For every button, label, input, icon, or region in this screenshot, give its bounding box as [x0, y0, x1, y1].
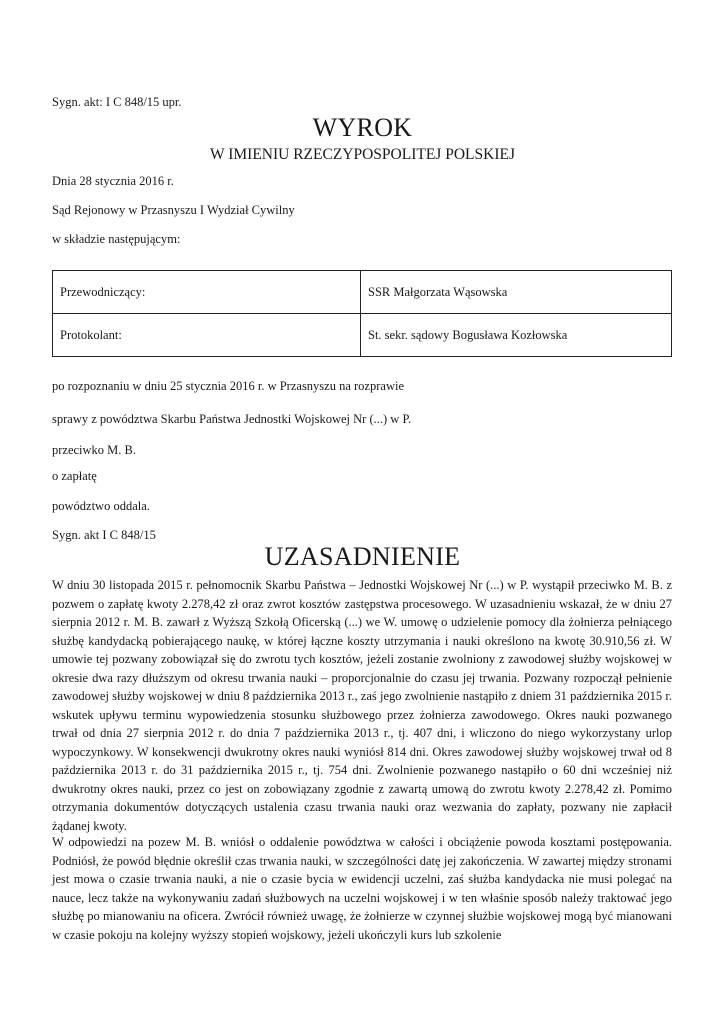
justification-paragraph-1: W dniu 30 listopada 2015 r. pełnomocnik Skarbu Państwa – Jednostki Wojskowej Nr (...) w P. wystąpił przeciwko M. B. z pozwem o zapłatę kwoty 2.278,42 zł oraz zwrot kosztów zastępstwa procesowego. W uzasadnieniu wskazał, że w dniu 27 sierpnia 2012 r. M. B. zawarł z Wyższą Szkołą Oficerską (...) we W. umowę o udzielenie pomocy dla żołnierza pełniącego służbę kandydacką pobierającego naukę, w której łączne koszty utrzymania i nauki określono na kwotę 30.910,56 zł. W umowie tej pozwany zobowiązał się do zwrotu tych kosztów, jeżeli zostanie zwolniony z zawodowej służby wojskowej w okresie dwa razy dłuższym od okresu trwania nauki – proporcjonalnie do czasu jej trwania. Pozwany rozpoczął pełnienie zawodowej służby wojskowej w dniu 8 października 2013 r., zaś jego zwolnienie nastąpiło z dniem 31 października 2015 r. wskutek upływu terminu wypowiedzenia stosunku służbowego przez żołnierza zawodowego. Okres nauki pozwanego trwał od dnia 27 sierpnia 2012 r. do dnia 7 października 2013 r., tj. 407 dni, i wliczono do niego wykorzystany urlop wypoczynkowy. W konsekwencji dwukrotny okres nauki wyniósł 814 dni. Okres zawodowej służby wojskowej trwał od 8 października 2013 r. do 31 października 2015 r., tj. 754 dni. Zwolnienie pozwanego nastąpiło o 60 dni wcześniej niż dwukrotny okres nauki, przez co jest on zobowiązany zgodnie z zawartą umową do zwrotu kwoty 2.278,42 zł. Pomimo otrzymania dokumentów dotyczących ustalenia czasu trwania nauki oraz wezwania do zapłaty, pozwany nie zapłacił żądanej kwoty. — [52, 578, 672, 833]
ruling-subject-line: o zapłatę — [52, 469, 97, 483]
composition-label: w składzie następującym: — [52, 232, 181, 246]
ruling-hearing-line: po rozpoznaniu w dniu 25 stycznia 2016 r. w Przasnyszu na rozprawie — [52, 379, 404, 393]
case-signature-top: Sygn. akt: I C 848/15 upr. — [52, 95, 182, 109]
justification-paragraph-2: W odpowiedzi na pozew M. B. wniósł o oddalenie powództwa w całości i obciążenie powoda kosztami postępowania. Podniósł, że powód błędnie określił czas trwania nauki, w szczególności datę jej zakończenia. W zawartej między stronami jest mowa o czasie trwania nauki, a nie o czasie bycia w ewidencji uczelni, zaś służba kandydacka nie musi polegać na nauce, lecz także na wykonywaniu zadań służbowych na uczelni wojskowej i w ten właśnie sposób należy traktować jego służbę po mianowaniu na oficera. Zwrócił również uwagę, że żołnierze w czynnej służbie wojskowej mogą być mianowani w czasie pokoju na kolejny wyższy stopień wojskowy, jeżeli ukończyli kurs lub szkolenie — [52, 835, 672, 942]
presiding-judge-label: Przewodniczący: — [53, 271, 361, 314]
table-row — [53, 314, 672, 357]
justification-title: UZASADNIENIE — [264, 542, 461, 571]
presiding-judge-name: SSR Małgorzata Wąsowska — [361, 271, 672, 314]
court-panel-table — [52, 270, 672, 357]
clerk-name: St. sekr. sądowy Bogusława Kozłowska — [361, 314, 672, 357]
judgment-title: WYROK — [312, 113, 413, 142]
clerk-label: Protokolant: — [53, 314, 361, 357]
case-signature-justification: Sygn. akt I C 848/15 — [52, 528, 156, 542]
judgment-date: Dnia 28 stycznia 2016 r. — [52, 174, 174, 188]
ruling-defendant-line: przeciwko M. B. — [52, 443, 137, 457]
table-row — [53, 271, 672, 314]
judgment-subtitle: W IMIENIU RZECZYPOSPOLITEJ POLSKIEJ — [210, 146, 515, 163]
court-name: Sąd Rejonowy w Przasnyszu I Wydział Cywilny — [52, 203, 295, 217]
ruling-decision-line: powództwo oddala. — [52, 499, 150, 513]
ruling-case-line: sprawy z powództwa Skarbu Państwa Jednostki Wojskowej Nr (...) w P. — [52, 412, 412, 426]
